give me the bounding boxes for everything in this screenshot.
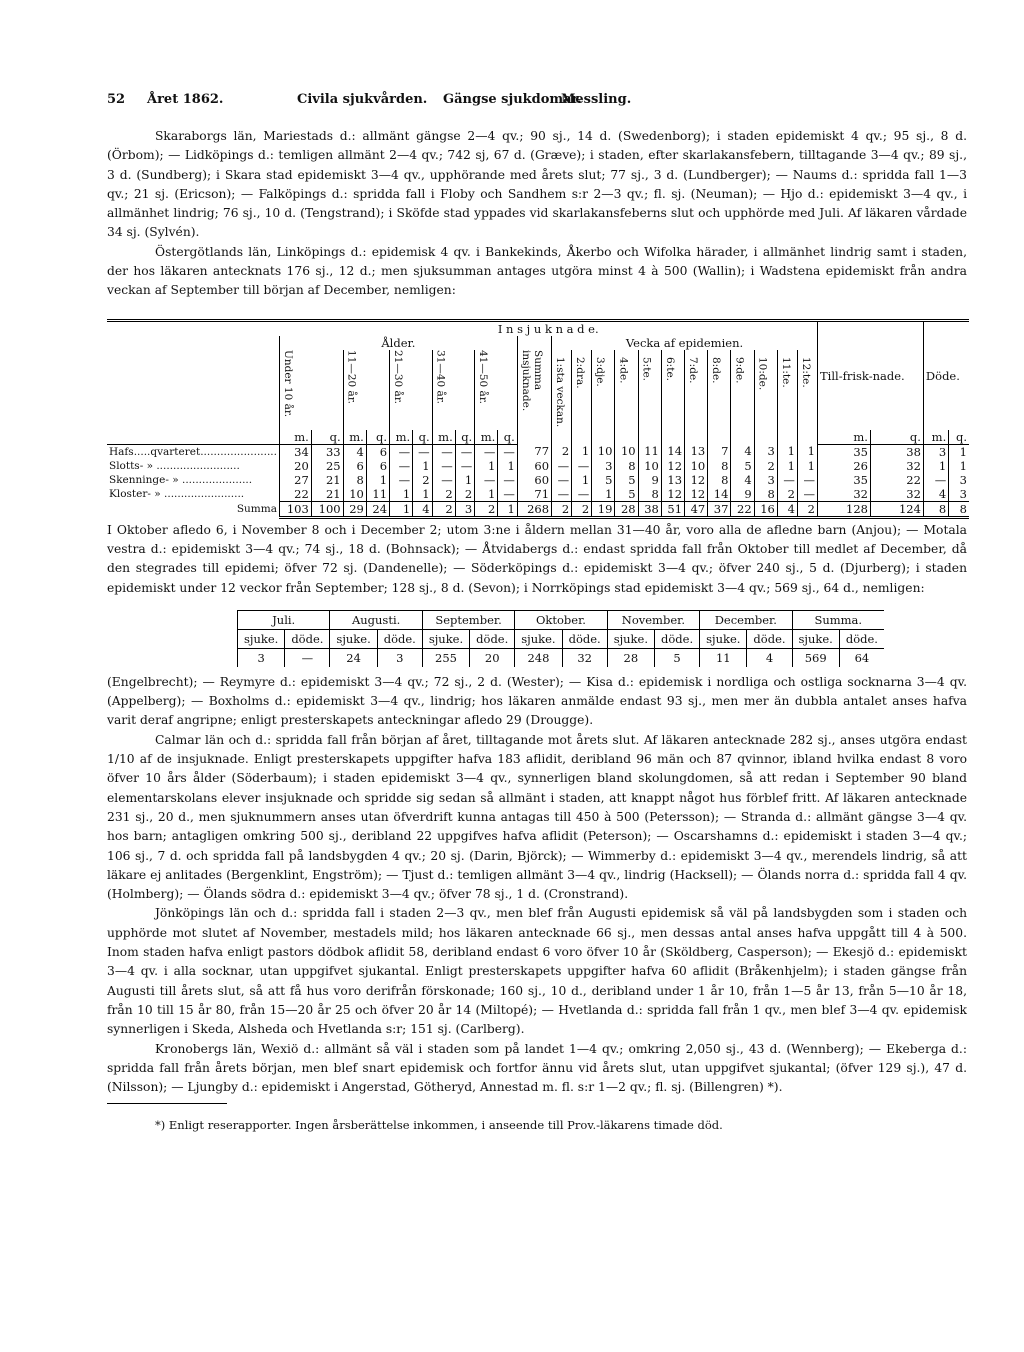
- table-cell: —: [390, 459, 413, 473]
- table-cell: 1: [572, 444, 592, 459]
- paragraph-jonkoping: Jönköpings län och d.: spridda fall i staden 2—3 qv., men blef från Augusti epidemisk så väl på landsbygden som i staden och upphörde mot slutet af November, mestadels mild; hos läkaren antecknade 66 sj., men dessas antal anses hafva uppgått till 4 à 500. Inom staden hafva enligt pastors dödbok aflidit 58, deribland endast 6 voro öfver 10 år (Sköldberg, Casperson); — Ekesjö d.: epidemiskt 3—4 qv. i alla socknar, utan uppgifvet sjukantal. Enligt presterskapets uppgifter hafva 60 aflidit (Bråkenhjelm); i staden gängse från Augusti till årets slut, så att få hus voro derifrån förskonade; 160 sj., 10 d., deribland under 1 år 10, från 1—5 år 13, från 5—10 år 18, från 10 till 15 år 80, från 15—20 år 25 och öfver 20 år 14 (Miltopé); — Hvetlanda d.: spridda fall från 1 qv., men blef 3—4 qv. epidemisk synnerligen i Skeda, Alsheda och Hvetlanda s:r; 151 sj. (Carlberg).: [107, 906, 967, 1037]
- table-cell: 6: [366, 444, 389, 459]
- week-label: 4:de.: [617, 356, 630, 384]
- week-column-header: [552, 350, 572, 445]
- value-cell: 64: [839, 648, 884, 667]
- table-header-vecka: Vecka af epidemien.: [552, 336, 818, 350]
- value-cell: —: [285, 648, 330, 667]
- year: Året 1862.: [147, 92, 224, 107]
- week-label: 6:te.: [663, 356, 676, 381]
- table-cell: 10: [615, 444, 638, 459]
- topic-title: Gängse sjukdomar.: [443, 92, 582, 107]
- mq-label: q.: [870, 430, 923, 445]
- table-cell: 2: [413, 473, 432, 487]
- paragraph-calmar: Calmar län och d.: spridda fall från början af året, tilltagande mot årets slut. Af läkaren antecknade 282 sj., anses utgöra endast 1/10 af de insjuknade. Enligt presterskapets uppgifter hafva 183 aflidit, deribland 96 män och 87 qvinnor, ibland hvilka endast 8 voro öfver 10 års ålder (Söderbaum); i staden epidemiskt 3—4 qv., synnerligen bland skolungdomen, så att redan i September 90 bland elementarskolans elever insjuknade och spridde sig sedan så allmänt i staden, att knappt något hus förblef fritt. Af läkaren antecknade 231 sj., 20 d., men sjuknummern anses utan öfverdrift kunna antagas till 450 à 500 (Petersson); — Stranda d.: allmänt gängse 3—4 qv. hos barn; antagligen omkring 500 sj., deribland 22 uppgifves hafva aflidit (Peterson); — Oscarshamns d.: epidemiskt i staden 3—4 qv.; 106 sj., 7 d. och spridda fall på landsbygden 4 qv.; 20 sj. (Darin, Björck); — Wimmerby d.: epidemiskt 3—4 qv., merendels lindrig, så att läkare ej anlitades (Bergenklint, Engström); — Tjust d.: temligen allmänt 3—4 qv., lindrig (Hacksell); — Ölands norra d.: spridda fall 4 qv. (Holmberg); — Ölands södra d.: epidemiskt 3—4 qv.; öfver 78 sj., 1 d. (Cronstrand).: [107, 732, 967, 902]
- table-header-alder: Ålder.: [279, 336, 517, 350]
- table-cell: 32: [818, 487, 871, 502]
- table-header-insjuknade: I n s j u k n a d e.: [497, 321, 599, 336]
- value-cell: 569: [792, 648, 839, 667]
- table-corner: [107, 430, 279, 445]
- paragraph-ostergotland: Östergötlands län, Linköpings d.: epidemisk 4 qv. i Bankekinds, Åkerbo och Wifolka härader, i allmänhet lindrig samt i staden, der hos läkaren antecknats 176 sj., 12 d.; men sjuksumman antages utgöra minst 4 à 500 (Wallin); i Wadstena epidemiskt från andra veckan af September till början af December, nemligen:: [107, 244, 967, 298]
- table-cell: 77: [517, 444, 551, 459]
- table-cell: 8: [708, 459, 731, 473]
- table-cell: 1: [366, 473, 389, 487]
- summa-cell: 19: [592, 501, 615, 517]
- summa-row-label: Summa: [236, 503, 277, 516]
- month-header: September.: [422, 610, 514, 629]
- table-cell: —: [552, 487, 572, 502]
- table-cell: 27: [279, 473, 311, 487]
- table-cell: 1: [498, 459, 517, 473]
- age-label: 21—30 år.: [392, 349, 405, 404]
- table-cell: 34: [279, 444, 311, 459]
- table-cell: —: [498, 444, 517, 459]
- week-column-header: [572, 350, 592, 445]
- table-cell: 8: [708, 473, 731, 487]
- table-cell: 6: [366, 459, 389, 473]
- table-cell: 22: [870, 473, 923, 487]
- summa-cell: 1: [390, 501, 413, 517]
- value-cell: 20: [470, 648, 515, 667]
- table-cell: —: [455, 459, 474, 473]
- table-cell: 10: [592, 444, 615, 459]
- table-cell: 9: [731, 487, 754, 502]
- age-column-header: [475, 350, 518, 430]
- table-cell: 1: [413, 459, 432, 473]
- age-label: Under 10 år.: [281, 349, 294, 417]
- week-label: 1:sta veckan.: [554, 356, 567, 428]
- table-cell: 1: [475, 459, 498, 473]
- week-label: 3:dje.: [594, 356, 607, 387]
- table-cell: 8: [638, 487, 661, 502]
- table-cell: 5: [615, 487, 638, 502]
- mq-label: q.: [949, 430, 969, 445]
- table-cell: 5: [592, 473, 615, 487]
- mq-label: m.: [923, 430, 948, 445]
- week-column-header: [615, 350, 638, 445]
- paragraph-reymyre: (Engelbrecht); — Reymyre d.: epidemiskt 3—4 qv.; 72 sj., 2 d. (Wester); — Kisa d.: epidemisk i nordliga och ostliga socknarna 3—4 qv. (Appelberg); — Boxholms d.: epidemiskt 3—4 qv., lindrig; hos läkaren anmälde endast 93 sj., men mer än dubbla antalet anses hafva varit deraf angripne; enligt presterskapets anteckningar afledo 29 (Drougge).: [107, 674, 967, 728]
- table-cell: 1: [949, 459, 969, 473]
- age-column-header: [343, 350, 389, 430]
- table-cell: —: [475, 473, 498, 487]
- table-corner: [107, 336, 279, 350]
- table-cell: 21: [311, 473, 343, 487]
- age-column-header: [390, 350, 433, 430]
- value-cell: 4: [747, 648, 792, 667]
- week-column-header: [731, 350, 754, 445]
- summa-cell: 38: [638, 501, 661, 517]
- table-cell: —: [432, 473, 455, 487]
- table-cell: 35: [818, 473, 871, 487]
- table-cell: 4: [731, 473, 754, 487]
- running-header: [107, 92, 967, 107]
- subheader-cell: döde.: [285, 629, 330, 648]
- value-cell: 11: [700, 648, 747, 667]
- table-cell: 5: [615, 473, 638, 487]
- summa-cell: 268: [517, 501, 551, 517]
- week-label: 11:te.: [779, 356, 792, 388]
- value-cell: 248: [515, 648, 562, 667]
- value-cell: 3: [377, 648, 422, 667]
- value-cell: 24: [330, 648, 377, 667]
- table-cell: 8: [615, 459, 638, 473]
- table-cell: —: [390, 473, 413, 487]
- table-header-summa: [517, 336, 551, 445]
- table-corner: [107, 350, 279, 430]
- row-label: Skenninge- » .....................: [109, 473, 253, 486]
- row-label: Kloster- » ........................: [109, 487, 245, 500]
- table-cell: 13: [685, 444, 708, 459]
- table-cell: 3: [949, 487, 969, 502]
- table-cell: 38: [870, 444, 923, 459]
- month-header: December.: [700, 610, 792, 629]
- mq-label: q.: [413, 430, 432, 445]
- month-header: Oktober.: [515, 610, 607, 629]
- table-cell: 2: [777, 487, 797, 502]
- footnote: *) Enligt reserapporter. Ingen årsberättelse inkommen, i anseende till Prov.-läkarens timade död.: [155, 1118, 723, 1133]
- wadstena-table: [107, 319, 969, 519]
- paragraph-motala: I Oktober afledo 6, i November 8 och i December 2; utom 3:ne i åldern mellan 31—40 år, voro alla de afledne barn (Anjou); — Motala vestra d.: epidemiskt 3—4 qv.; 74 sj., 18 d. (Bohnsack); — Åtvidabergs d.: endast spridda fall från Oktober till medlet af December, då den stegrades till epidemi; öfver 72 sj. (Dandenelle); — Söderköpings d.: epidemiskt 3—4 qv.; öfver 240 sj., 5 d. (Djurberg); i staden epidemiskt under 12 veckor från September; 128 sj., 8 d. (Sevon); i Norrköpings stad epidemiskt 3—4 qv.; 569 sj., 64 d., nemligen:: [107, 522, 967, 595]
- subheader-cell: sjuke.: [700, 629, 747, 648]
- subheader-cell: sjuke.: [238, 629, 285, 648]
- month-header: Summa.: [792, 610, 884, 629]
- summa-cell: 4: [777, 501, 797, 517]
- table-cell: 71: [517, 487, 551, 502]
- week-column-header: [685, 350, 708, 445]
- week-label: 7:de.: [687, 356, 700, 384]
- week-column-header: [638, 350, 661, 445]
- table-cell: 3: [754, 444, 777, 459]
- summa-cell: 28: [615, 501, 638, 517]
- summa-cell: 2: [572, 501, 592, 517]
- summa-cell: 2: [432, 501, 455, 517]
- table-cell: —: [923, 473, 948, 487]
- table-cell: 11: [366, 487, 389, 502]
- subheader-cell: döde.: [377, 629, 422, 648]
- subheader-cell: sjuke.: [607, 629, 654, 648]
- month-header: November.: [607, 610, 699, 629]
- table-cell: 14: [661, 444, 684, 459]
- summa-cell: 51: [661, 501, 684, 517]
- value-cell: 5: [655, 648, 700, 667]
- table-cell: 2: [432, 487, 455, 502]
- table-cell: 1: [949, 444, 969, 459]
- table-cell: 2: [455, 487, 474, 502]
- week-label: 8:de.: [710, 356, 723, 384]
- week-column-header: [592, 350, 615, 445]
- table-row: [107, 459, 969, 473]
- page: [107, 92, 967, 1132]
- summa-cell: 2: [797, 501, 817, 517]
- summa-cell: 29: [343, 501, 366, 517]
- table-cell: 9: [638, 473, 661, 487]
- table-cell: —: [390, 444, 413, 459]
- table-cell: 1: [797, 444, 817, 459]
- table-cell: —: [777, 473, 797, 487]
- age-label: 31—40 år.: [434, 349, 447, 404]
- table-cell: —: [413, 444, 432, 459]
- mq-label: m.: [432, 430, 455, 445]
- week-column-header: [754, 350, 777, 445]
- table-cell: —: [498, 473, 517, 487]
- table-cell: 1: [777, 444, 797, 459]
- summa-cell: 8: [949, 501, 969, 517]
- value-cell: 255: [422, 648, 469, 667]
- value-cell: 32: [562, 648, 607, 667]
- table-cell: —: [797, 473, 817, 487]
- week-column-header: [708, 350, 731, 445]
- mq-label: m.: [475, 430, 498, 445]
- table-cell: 13: [661, 473, 684, 487]
- week-label: 2:dra.: [574, 356, 587, 389]
- table-cell: 33: [311, 444, 343, 459]
- summa-cell: 2: [475, 501, 498, 517]
- table-cell: 12: [661, 459, 684, 473]
- table-cell: 8: [754, 487, 777, 502]
- summa-cell: 1: [498, 501, 517, 517]
- table-cell: 10: [343, 487, 366, 502]
- table-cell: 11: [638, 444, 661, 459]
- age-column-header: [432, 350, 475, 430]
- summa-cell: 37: [708, 501, 731, 517]
- subheader-cell: sjuke.: [792, 629, 839, 648]
- mq-label: m.: [343, 430, 366, 445]
- subheader-cell: döde.: [470, 629, 515, 648]
- table-corner: [107, 320, 279, 336]
- subheader-cell: döde.: [839, 629, 884, 648]
- month-header: Augusti.: [330, 610, 422, 629]
- table-cell: 5: [731, 459, 754, 473]
- table-cell: 4: [923, 487, 948, 502]
- table-cell: —: [432, 444, 455, 459]
- table-row: [107, 487, 969, 502]
- table-cell: 12: [685, 473, 708, 487]
- subheader-cell: döde.: [655, 629, 700, 648]
- row-label: Slotts- » .........................: [109, 459, 240, 472]
- table-cell: 7: [708, 444, 731, 459]
- table-cell: —: [797, 487, 817, 502]
- table-cell: 1: [413, 487, 432, 502]
- table-cell: 1: [390, 487, 413, 502]
- subheader-cell: döde.: [747, 629, 792, 648]
- table-cell: 3: [592, 459, 615, 473]
- week-column-header: [661, 350, 684, 445]
- mq-label: m.: [818, 430, 871, 445]
- disease-title: Messling.: [561, 92, 632, 107]
- mq-label: q.: [366, 430, 389, 445]
- table-cell: 26: [818, 459, 871, 473]
- page-number: 52: [107, 92, 126, 107]
- summa-cell: 47: [685, 501, 708, 517]
- table-cell: 1: [777, 459, 797, 473]
- table-cell: —: [475, 444, 498, 459]
- table-cell: —: [552, 459, 572, 473]
- table-cell: 32: [870, 459, 923, 473]
- mq-label: q.: [311, 430, 343, 445]
- summa-cell: 128: [818, 501, 871, 517]
- week-label: 10:de.: [756, 356, 769, 391]
- table-cell: 8: [343, 473, 366, 487]
- summa-row: [107, 501, 969, 517]
- table-cell: 35: [818, 444, 871, 459]
- summa-cell: 100: [311, 501, 343, 517]
- table-cell: 1: [455, 473, 474, 487]
- week-label: 9:de.: [733, 356, 746, 384]
- paragraph-kronoberg: Kronobergs län, Wexiö d.: allmänt så väl i staden som på landet 1—4 qv.; omkring 2,050 sj., 43 d. (Wennberg); — Ekeberga d.: spridda fall från årets början, men blef snart epidemisk och fortfor ännu vid årets slut, utan uppgifvet sjukantal; (öfver 129 sj.), 47 d. (Nilsson); — Ljungby d.: epidemiskt i Angerstad, Götheryd, Annestad m. fl. s:r 1—2 qv.; fl. sj. (Billengren) *).: [107, 1041, 967, 1095]
- table-cell: 32: [870, 487, 923, 502]
- table-cell: —: [572, 487, 592, 502]
- table-cell: 3: [923, 444, 948, 459]
- age-label: 11—20 år.: [345, 349, 358, 404]
- table-cell: 1: [923, 459, 948, 473]
- week-column-header: [777, 350, 797, 445]
- table-cell: 1: [475, 487, 498, 502]
- table-cell: 2: [754, 459, 777, 473]
- table-cell: 25: [311, 459, 343, 473]
- row-label: Hafs.....qvarteret.......................: [109, 445, 277, 458]
- table-cell: 60: [517, 459, 551, 473]
- table-cell: —: [432, 459, 455, 473]
- table-cell: —: [455, 444, 474, 459]
- table-cell: 3: [949, 473, 969, 487]
- table-cell: 6: [343, 459, 366, 473]
- summa-cell: 8: [923, 501, 948, 517]
- table-cell: 60: [517, 473, 551, 487]
- table-cell: 21: [311, 487, 343, 502]
- value-cell: 3: [238, 648, 285, 667]
- summa-cell: 124: [870, 501, 923, 517]
- table-cell: 4: [343, 444, 366, 459]
- summa-cell: 16: [754, 501, 777, 517]
- table-cell: 1: [592, 487, 615, 502]
- table-cell: 10: [685, 459, 708, 473]
- summa-cell: 4: [413, 501, 432, 517]
- table-header-dode: Döde.: [923, 320, 969, 430]
- table-row: [107, 473, 969, 487]
- summa-cell: 2: [552, 501, 572, 517]
- section-title: Civila sjukvården.: [297, 92, 428, 107]
- table-cell: 1: [797, 459, 817, 473]
- subheader-cell: sjuke.: [330, 629, 377, 648]
- table-row: [107, 444, 969, 459]
- value-cell: 28: [607, 648, 654, 667]
- table-cell: 3: [754, 473, 777, 487]
- table-cell: 14: [708, 487, 731, 502]
- subheader-cell: döde.: [562, 629, 607, 648]
- table-cell: 1: [572, 473, 592, 487]
- summa-cell: 22: [731, 501, 754, 517]
- summa-cell: 103: [279, 501, 311, 517]
- table-cell: 22: [279, 487, 311, 502]
- week-label: 12:te.: [799, 356, 812, 388]
- mq-label: q.: [498, 430, 517, 445]
- table-cell: 4: [731, 444, 754, 459]
- table-cell: 20: [279, 459, 311, 473]
- month-header: Juli.: [238, 610, 330, 629]
- table-cell: 12: [661, 487, 684, 502]
- subheader-cell: sjuke.: [515, 629, 562, 648]
- summa-label: Summa insjuknade.: [519, 349, 544, 412]
- table-cell: 2: [552, 444, 572, 459]
- paragraph-skaraborg: Skaraborgs län, Mariestads d.: allmänt gängse 2—4 qv.; 90 sj., 14 d. (Swedenborg); i staden epidemiskt 4 qv.; 95 sj., 8 d. (Örbom); — Lidköpings d.: temligen allmänt 2—4 qv.; 742 sj, 67 d. (Græve); i staden, efter skarlakansfebern, tilltagande 3—4 qv.; 89 sj., 3 d. (Sundberg); i Skara stad epidemiskt 3—4 qv., upphörande med årets slut; 77 sj., 3 d. (Lundberger); — Naums d.: spridda fall 1—3 qv.; 21 sj. (Ericson); — Falköpings d.: spridda fall i Floby och Sandhem s:r 2—3 qv.; fl. sj. (Neuman); — Hjo d.: epidemiskt 3—4 qv., i allmänhet lindrig; 76 sj., 10 d. (Tengstrand); i Sköfde stad yppades vid skarlakansfeberns slut och upphörde med Juli. Af läkaren vårdade 34 sj. (Sylvén).: [107, 129, 967, 240]
- footnote-rule: [107, 1103, 227, 1104]
- table-header-tillfrisknade: Till-frisk-nade.: [818, 320, 924, 430]
- table-cell: 12: [685, 487, 708, 502]
- summa-cell: 3: [455, 501, 474, 517]
- subheader-cell: sjuke.: [422, 629, 469, 648]
- table-cell: —: [572, 459, 592, 473]
- week-label: 5:te.: [640, 356, 653, 381]
- summa-cell: 24: [366, 501, 389, 517]
- table-cell: —: [498, 487, 517, 502]
- norrkoping-table: [237, 610, 884, 667]
- week-column-header: [797, 350, 817, 445]
- age-label: 41—50 år.: [477, 349, 490, 404]
- age-column-header: [279, 350, 343, 430]
- mq-label: m.: [279, 430, 311, 445]
- table-cell: 10: [638, 459, 661, 473]
- mq-label: m.: [390, 430, 413, 445]
- mq-label: q.: [455, 430, 474, 445]
- table-cell: —: [552, 473, 572, 487]
